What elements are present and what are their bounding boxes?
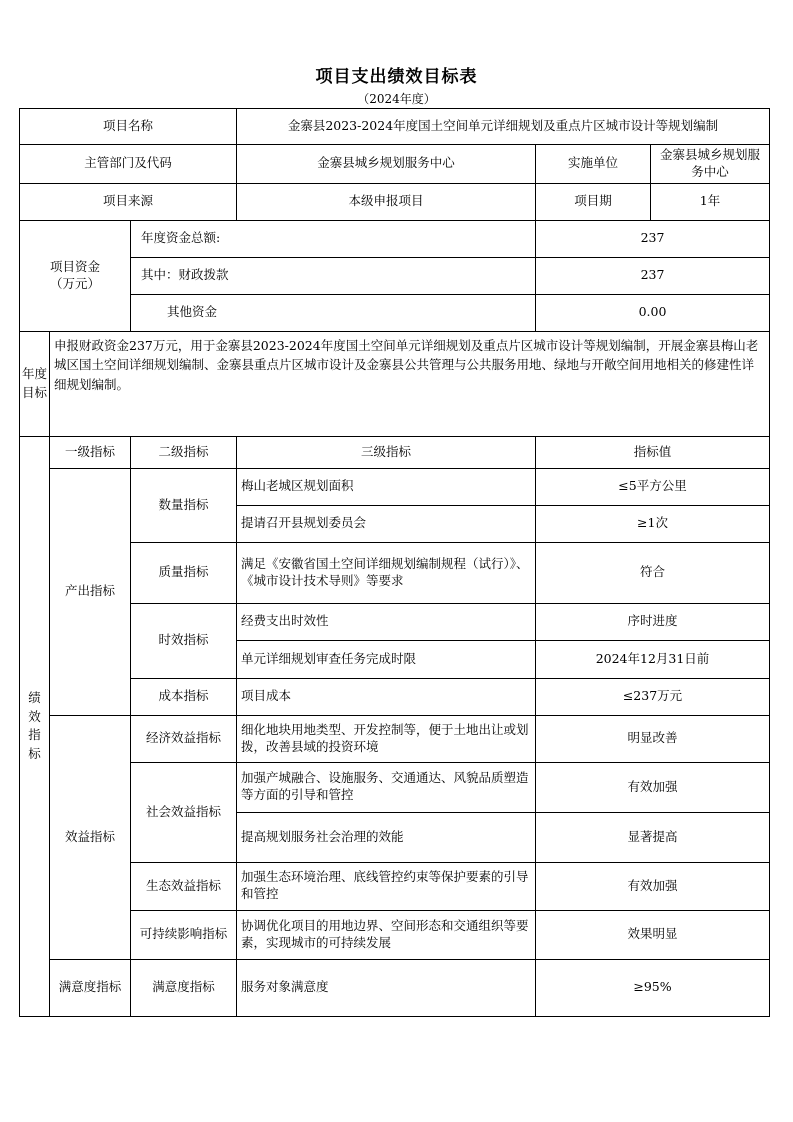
table-row	[20, 910, 770, 959]
project-name-label: 项目名称	[20, 109, 237, 145]
level3-cell: 经费支出时效性	[237, 603, 536, 640]
row-department	[20, 145, 770, 184]
row-funds-total	[20, 220, 770, 257]
value-cell: 显著提高	[536, 812, 770, 862]
funds-label: 项目资金 （万元）	[20, 220, 131, 331]
level3-cell: 服务对象满意度	[237, 959, 536, 1016]
level3-cell: 加强生态环境治理、底线管控约束等保护要素的引导和管控	[237, 862, 536, 910]
funds-other-value: 0.00	[536, 294, 770, 331]
row-funds-fiscal	[20, 257, 770, 294]
level2-ecological: 生态效益指标	[131, 862, 237, 910]
page-subtitle-year: （2024年度）	[357, 92, 436, 106]
funds-fiscal-label: 其中：财政拨款	[131, 257, 536, 294]
value-cell: ≤5平方公里	[536, 468, 770, 505]
funds-total-value: 237	[536, 220, 770, 257]
performance-target-table	[19, 108, 770, 1017]
table-row	[20, 603, 770, 640]
level3-cell: 梅山老城区规划面积	[237, 468, 536, 505]
header-value: 指标值	[536, 436, 770, 468]
level2-social: 社会效益指标	[131, 762, 237, 862]
value-cell: ≥95%	[536, 959, 770, 1016]
header-level3: 三级指标	[237, 436, 536, 468]
table-row	[20, 762, 770, 812]
value-cell: 符合	[536, 542, 770, 603]
row-project-name	[20, 109, 770, 145]
value-cell: 有效加强	[536, 762, 770, 812]
row-funds-other	[20, 294, 770, 331]
level3-cell: 单元详细规划审查任务完成时限	[237, 640, 536, 678]
row-indicator-header	[20, 436, 770, 468]
value-cell: ≤237万元	[536, 678, 770, 715]
level2-timeliness: 时效指标	[131, 603, 237, 678]
table-row	[20, 862, 770, 910]
header-level1: 一级指标	[50, 436, 131, 468]
table-row	[20, 678, 770, 715]
level3-cell: 提高规划服务社会治理的效能	[237, 812, 536, 862]
level2-satisfaction: 满意度指标	[131, 959, 237, 1016]
implementer-value: 金寨县城乡规划服务中心	[651, 145, 770, 184]
level3-cell: 提请召开县规划委员会	[237, 505, 536, 542]
project-name-value: 金寨县2023-2024年度国土空间单元详细规划及重点片区城市设计等规划编制	[237, 109, 770, 145]
level2-quantity: 数量指标	[131, 468, 237, 542]
department-label: 主管部门及代码	[20, 145, 237, 184]
level2-sustainable: 可持续影响指标	[131, 910, 237, 959]
value-cell: 2024年12月31日前	[536, 640, 770, 678]
funds-fiscal-value: 237	[536, 257, 770, 294]
level1-satisfaction: 满意度指标	[50, 959, 131, 1016]
implementer-label: 实施单位	[536, 145, 651, 184]
value-cell: 明显改善	[536, 715, 770, 762]
period-label: 项目期	[536, 183, 651, 220]
level2-economic: 经济效益指标	[131, 715, 237, 762]
level3-cell: 加强产城融合、设施服务、交通通达、风貌品质塑造等方面的引导和管控	[237, 762, 536, 812]
value-cell: 序时进度	[536, 603, 770, 640]
value-cell: 效果明显	[536, 910, 770, 959]
row-annual-goal	[20, 331, 770, 436]
table-row	[20, 542, 770, 603]
level3-cell: 协调优化项目的用地边界、空间形态和交通组织等要素，实现城市的可持续发展	[237, 910, 536, 959]
funds-other-label: 其他资金	[131, 294, 536, 331]
performance-indicator-label: 绩 效 指 标	[20, 436, 50, 1016]
level2-quality: 质量指标	[131, 542, 237, 603]
source-value: 本级申报项目	[237, 183, 536, 220]
level3-cell: 细化地块用地类型、开发控制等，便于土地出让或划拨，改善县域的投资环境	[237, 715, 536, 762]
row-source	[20, 183, 770, 220]
page-title: 项目支出绩效目标表	[315, 67, 478, 87]
level1-benefit: 效益指标	[50, 715, 131, 959]
department-value: 金寨县城乡规划服务中心	[237, 145, 536, 184]
level3-cell: 满足《安徽省国土空间详细规划编制规程（试行）》、《城市设计技术导则》等要求	[237, 542, 536, 603]
value-cell: ≥1次	[536, 505, 770, 542]
funds-total-label: 年度资金总额:	[131, 220, 536, 257]
level3-cell: 项目成本	[237, 678, 536, 715]
source-label: 项目来源	[20, 183, 237, 220]
level2-cost: 成本指标	[131, 678, 237, 715]
annual-goal-text: 申报财政资金237万元，用于金寨县2023-2024年度国土空间单元详细规划及重点片区城市设计等规划编制，开展金寨县梅山老城区国土空间详细规划编制、金寨县重点片区城市设计及金寨县公共管理与公共服务用地、绿地与开敞空间用地相关的修建性详细规划编制。	[50, 331, 770, 436]
period-value: 1年	[651, 183, 770, 220]
header-level2: 二级指标	[131, 436, 237, 468]
value-cell: 有效加强	[536, 862, 770, 910]
annual-goal-label: 年度 目标	[20, 331, 50, 436]
table-row	[20, 715, 770, 762]
table-row	[20, 468, 770, 505]
table-row	[20, 959, 770, 1016]
level1-output: 产出指标	[50, 468, 131, 715]
